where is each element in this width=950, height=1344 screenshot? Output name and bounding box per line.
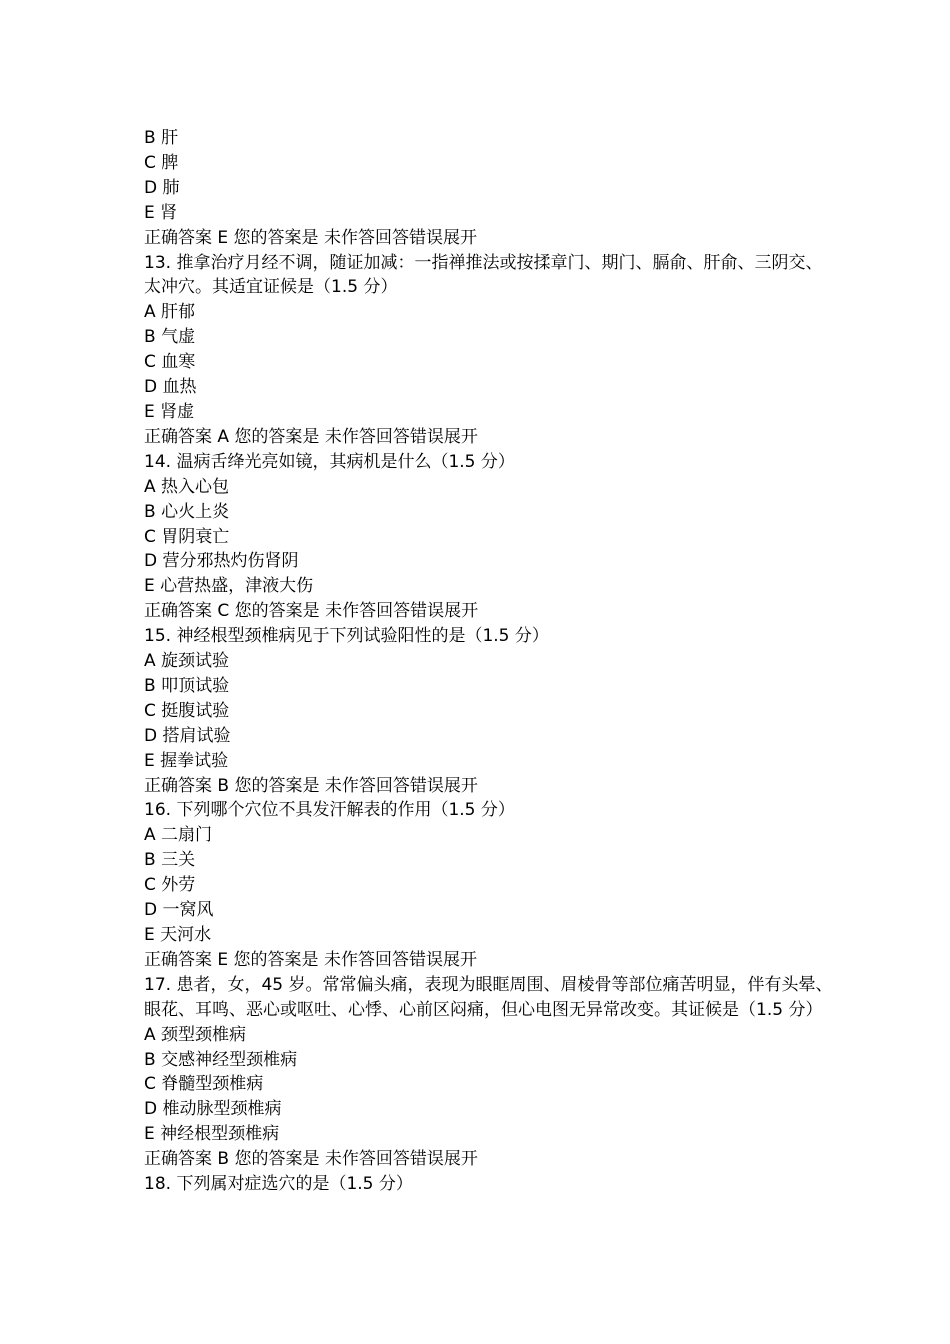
- option-line: D 肺: [144, 177, 180, 198]
- option-line: B 气虚: [144, 327, 196, 348]
- option-line: C 挺腹试验: [144, 700, 230, 721]
- answer-line: 正确答案 E 您的答案是 未作答回答错误展开: [144, 227, 477, 248]
- document-body: [144, 126, 834, 1197]
- question-text: 15. 神经根型颈椎病见于下列试验阳性的是（1.5 分）: [144, 626, 549, 647]
- option-line: C 血寒: [144, 352, 196, 373]
- option-line: E 天河水: [144, 925, 212, 945]
- option-line: D 搭肩试验: [144, 725, 231, 746]
- option-line: C 外劳: [144, 875, 196, 896]
- question-text: 16. 下列哪个穴位不具发汗解表的作用（1.5 分）: [144, 800, 515, 821]
- option-line: A 旋颈试验: [144, 651, 230, 672]
- answer-line: 正确答案 A 您的答案是 未作答回答错误展开: [144, 426, 478, 447]
- option-line: A 二扇门: [144, 825, 213, 846]
- question-text: 14. 温病舌绛光亮如镜，其病机是什么（1.5 分）: [144, 451, 515, 472]
- option-line: E 肾: [144, 202, 178, 223]
- question-text: 13. 推拿治疗月经不调，随证加减：一指禅推法或按揉章门、期门、膈俞、肝俞、三阴交、太冲穴。其适宜证候是（1.5 分）: [144, 252, 823, 298]
- option-line: D 一窝风: [144, 900, 214, 921]
- option-line: D 椎动脉型颈椎病: [144, 1099, 282, 1120]
- answer-line: 正确答案 B 您的答案是 未作答回答错误展开: [144, 1149, 478, 1170]
- option-line: C 胃阴衰亡: [144, 526, 230, 547]
- option-line: E 握拳试验: [144, 750, 229, 771]
- question-text: 18. 下列属对症选穴的是（1.5 分）: [144, 1174, 413, 1195]
- answer-line: 正确答案 E 您的答案是 未作答回答错误展开: [144, 949, 477, 970]
- option-line: D 营分邪热灼伤肾阴: [144, 551, 299, 572]
- option-line: B 三关: [144, 850, 196, 871]
- option-line: A 颈型颈椎病: [144, 1024, 247, 1045]
- option-line: E 神经根型颈椎病: [144, 1124, 280, 1145]
- answer-line: 正确答案 C 您的答案是 未作答回答错误展开: [144, 601, 479, 622]
- answer-line: 正确答案 B 您的答案是 未作答回答错误展开: [144, 775, 478, 796]
- option-line: B 交感神经型颈椎病: [144, 1049, 298, 1070]
- option-line: C 脊髓型颈椎病: [144, 1074, 264, 1095]
- option-line: A 肝郁: [144, 302, 196, 323]
- option-line: D 血热: [144, 377, 197, 398]
- option-line: B 心火上炎: [144, 501, 230, 522]
- question-text: 17. 患者，女，45 岁。常常偏头痛，表现为眼眶周围、眉棱骨等部位痛苦明显，伴有头晕、眼花、耳鸣、恶心或呕吐、心悸、心前区闷痛，但心电图无异常改变。其证候是（1.5 分）: [144, 974, 833, 1020]
- option-line: A 热入心包: [144, 476, 230, 497]
- option-line: E 肾虚: [144, 401, 195, 422]
- option-line: E 心营热盛，津液大伤: [144, 576, 314, 597]
- option-line: C 脾: [144, 152, 179, 173]
- option-line: B 叩顶试验: [144, 675, 230, 696]
- option-line: B 肝: [144, 128, 179, 148]
